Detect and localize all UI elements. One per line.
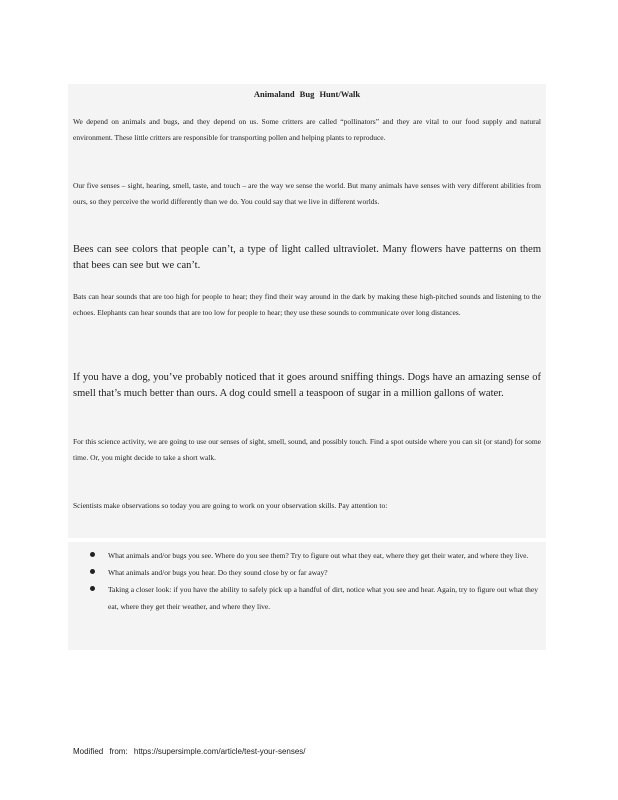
bullet-icon (90, 552, 95, 557)
paragraph-pollinators: We depend on animals and bugs, and they depend on us. Some critters are called “pollinators” and they are vital to our food supply and natural environment. These little critters are responsible for transporting pollen and helping plants to reproduce. (73, 117, 541, 142)
list-item-text: Taking a closer look: if you have the ability to safely pick up a handful of dirt, notice what you see and hear. Again, try to figure out what they eat, where they get their weather, and where they live. (108, 585, 538, 611)
paragraph-observations: Scientists make observations so today you are going to work on your observation skills. Pay attention to: (73, 501, 388, 510)
paragraph-senses: Our five senses – sight, hearing, smell, taste, and touch – are the way we sense the world. But many animals have senses with very different abilities from ours, so they perceive the world differently than we do. You could say that we live in different worlds. (73, 181, 541, 206)
observation-list (88, 547, 538, 615)
bullet-icon (90, 569, 95, 574)
list-item (88, 564, 538, 581)
paragraph-dogs: If you have a dog, you’ve probably noticed that it goes around sniffing things. Dogs have an amazing sense of smell that’s much better than ours. A dog could smell a teaspoon of sugar in a million gallons of water. (73, 372, 541, 399)
list-item (88, 547, 538, 564)
source-footer: Modified from: https://supersimple.com/article/test-your-senses/ (73, 747, 306, 756)
list-item-text: What animals and/or bugs you hear. Do they sound close by or far away? (108, 568, 328, 577)
paragraph-activity: For this science activity, we are going to use our senses of sight, smell, sound, and possibly touch. Find a spot outside where you can sit (or stand) for some time. Or, you might decide to take a short walk. (73, 437, 541, 462)
paragraph-bees: Bees can see colors that people can’t, a type of light called ultraviolet. Many flowers have patterns on them that bees can see but we can’t. (73, 244, 541, 271)
list-item (88, 581, 538, 615)
bullet-icon (90, 586, 95, 591)
document-title: Animaland Bug Hunt/Walk (253, 89, 361, 99)
paragraph-bats-elephants: Bats can hear sounds that are too high for people to hear; they find their way around in the dark by making these high-pitched sounds and listening to the echoes. Elephants can hear sounds that are too low for people to hear; they use these sounds to communicate over long distances. (73, 292, 541, 317)
list-item-text: What animals and/or bugs you see. Where do you see them? Try to figure out what they eat, where they get their water, and where they live. (108, 551, 529, 560)
